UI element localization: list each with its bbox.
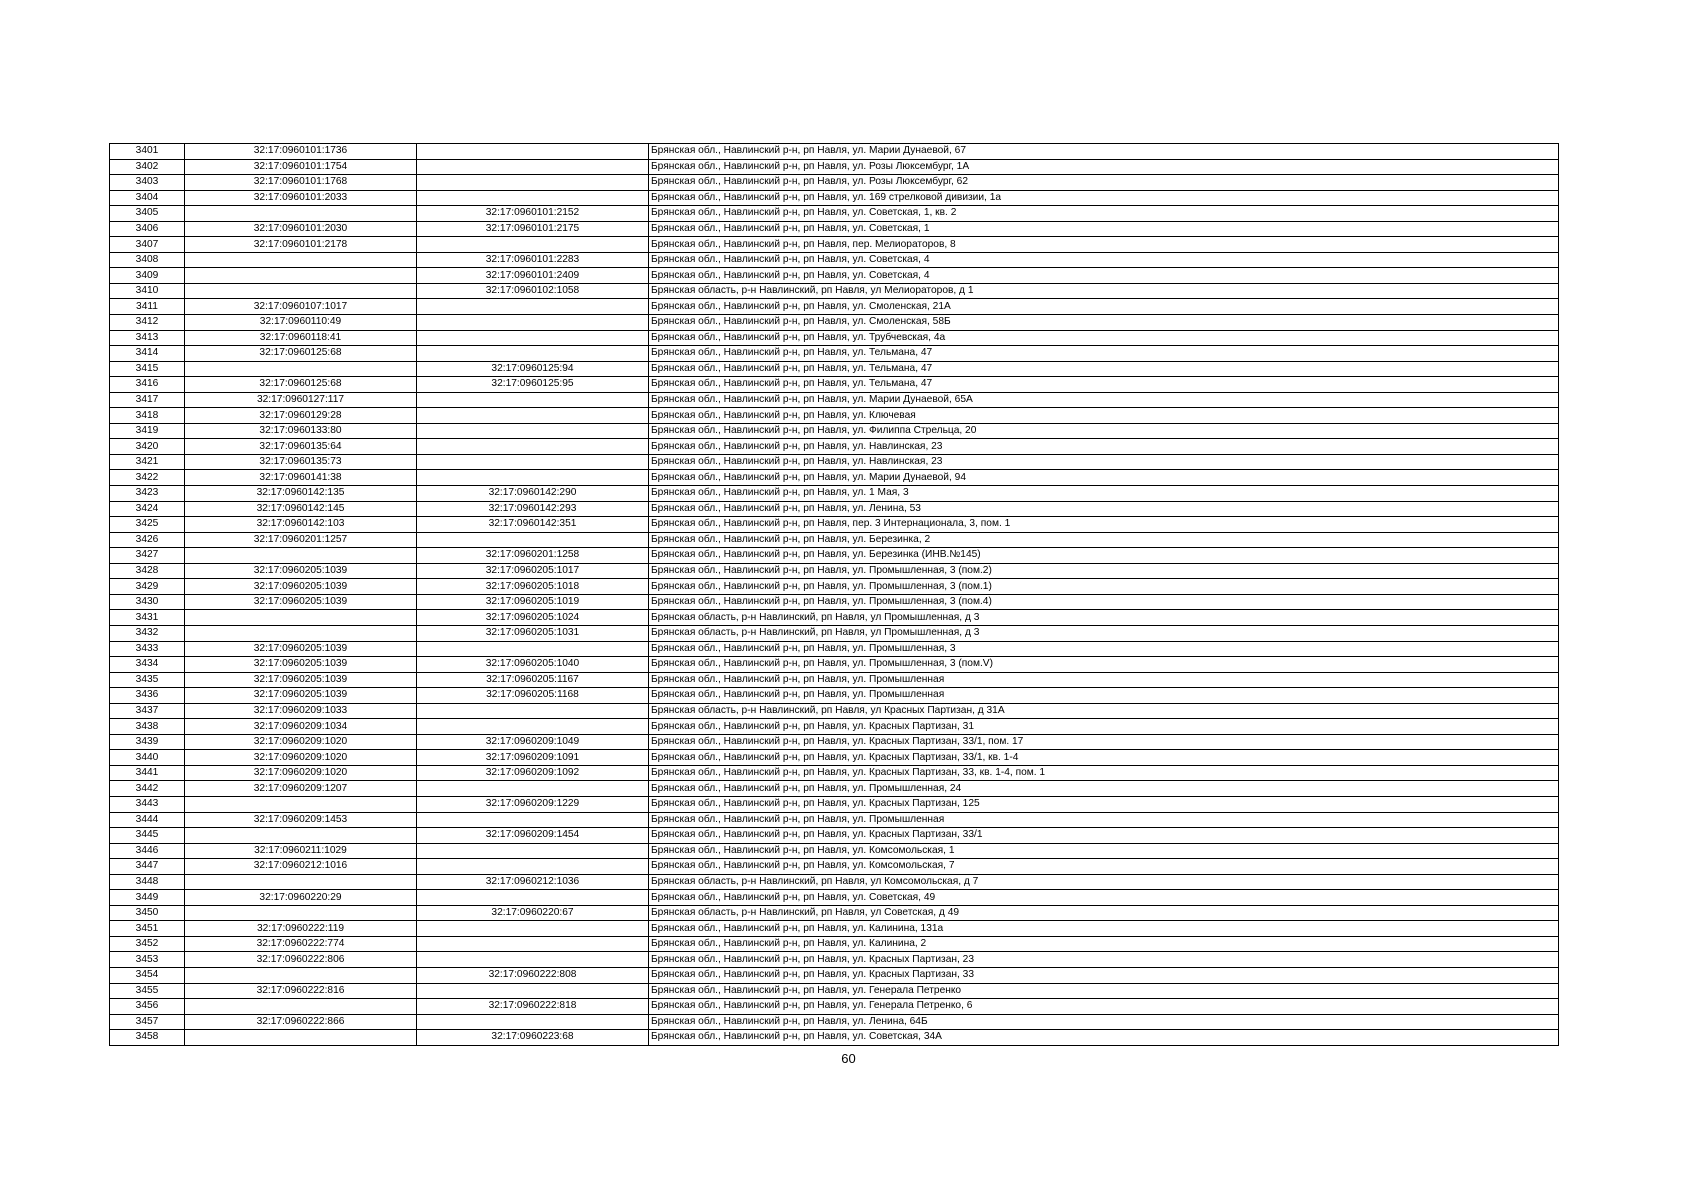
table-row [110,221,1559,237]
row-number-cell: 3424 [110,501,185,517]
cadastral-number-cell: 32:17:0960110:49 [185,315,417,331]
cadastral-number-cell: 32:17:0960135:64 [185,439,417,455]
table-row [110,299,1559,315]
table-row [110,501,1559,517]
object-cadastral-number-cell [417,890,649,906]
address-cell: Брянская обл., Навлинский р-н, рп Навля, ул. Промышленная, 3 (пом.4) [649,594,1559,610]
object-cadastral-number-cell: 32:17:0960209:1092 [417,765,649,781]
row-number-cell: 3448 [110,874,185,890]
table-row [110,283,1559,299]
address-cell: Брянская обл., Навлинский р-н, рп Навля, ул. Генерала Петренко, 6 [649,999,1559,1015]
row-number-cell: 3405 [110,206,185,222]
table-row [110,657,1559,673]
table-row [110,1014,1559,1030]
registry-table-body [110,144,1559,1046]
object-cadastral-number-cell: 32:17:0960209:1229 [417,796,649,812]
object-cadastral-number-cell: 32:17:0960101:2409 [417,268,649,284]
cadastral-number-cell [185,252,417,268]
cadastral-number-cell: 32:17:0960125:68 [185,346,417,362]
row-number-cell: 3408 [110,252,185,268]
cadastral-number-cell [185,283,417,299]
object-cadastral-number-cell [417,470,649,486]
address-cell: Брянская обл., Навлинский р-н, рп Навля, ул. Промышленная [649,672,1559,688]
object-cadastral-number-cell: 32:17:0960101:2283 [417,252,649,268]
table-row [110,252,1559,268]
address-cell: Брянская обл., Навлинский р-н, рп Навля, ул. Красных Партизан, 125 [649,796,1559,812]
object-cadastral-number-cell: 32:17:0960205:1019 [417,594,649,610]
row-number-cell: 3439 [110,734,185,750]
address-cell: Брянская обл., Навлинский р-н, рп Навля, ул. Калинина, 2 [649,936,1559,952]
row-number-cell: 3427 [110,548,185,564]
address-cell: Брянская обл., Навлинский р-н, рп Навля, ул. Навлинская, 23 [649,454,1559,470]
row-number-cell: 3431 [110,610,185,626]
object-cadastral-number-cell [417,921,649,937]
object-cadastral-number-cell: 32:17:0960201:1258 [417,548,649,564]
address-cell: Брянская обл., Навлинский р-н, рп Навля, ул. Промышленная [649,812,1559,828]
table-row [110,921,1559,937]
row-number-cell: 3442 [110,781,185,797]
cadastral-number-cell [185,206,417,222]
object-cadastral-number-cell: 32:17:0960209:1454 [417,828,649,844]
registry-table [109,143,1559,1046]
cadastral-number-cell: 32:17:0960222:806 [185,952,417,968]
object-cadastral-number-cell [417,408,649,424]
object-cadastral-number-cell [417,144,649,160]
table-row [110,330,1559,346]
table-row [110,454,1559,470]
cadastral-number-cell: 32:17:0960101:2033 [185,190,417,206]
row-number-cell: 3419 [110,423,185,439]
row-number-cell: 3417 [110,392,185,408]
row-number-cell: 3449 [110,890,185,906]
table-row [110,765,1559,781]
address-cell: Брянская обл., Навлинский р-н, рп Навля, ул. Промышленная [649,688,1559,704]
address-cell: Брянская область, р-н Навлинский, рп Навля, ул Промышленная, д 3 [649,610,1559,626]
row-number-cell: 3458 [110,1030,185,1046]
object-cadastral-number-cell [417,190,649,206]
address-cell: Брянская обл., Навлинский р-н, рп Навля, ул. Марии Дунаевой, 65А [649,392,1559,408]
address-cell: Брянская обл., Навлинский р-н, рп Навля, ул. Березинка (ИНВ.№145) [649,548,1559,564]
cadastral-number-cell: 32:17:0960209:1453 [185,812,417,828]
object-cadastral-number-cell [417,454,649,470]
object-cadastral-number-cell: 32:17:0960125:94 [417,361,649,377]
address-cell: Брянская обл., Навлинский р-н, рп Навля, ул. Красных Партизан, 33/1, пом. 17 [649,734,1559,750]
object-cadastral-number-cell [417,159,649,175]
table-row [110,703,1559,719]
row-number-cell: 3413 [110,330,185,346]
cadastral-number-cell: 32:17:0960101:1768 [185,175,417,191]
row-number-cell: 3450 [110,905,185,921]
row-number-cell: 3409 [110,268,185,284]
cadastral-number-cell [185,967,417,983]
cadastral-number-cell: 32:17:0960209:1020 [185,750,417,766]
row-number-cell: 3451 [110,921,185,937]
cadastral-number-cell: 32:17:0960211:1029 [185,843,417,859]
object-cadastral-number-cell [417,859,649,875]
cadastral-number-cell [185,999,417,1015]
cadastral-number-cell: 32:17:0960127:117 [185,392,417,408]
row-number-cell: 3429 [110,579,185,595]
address-cell: Брянская обл., Навлинский р-н, рп Навля, ул. Промышленная, 24 [649,781,1559,797]
cadastral-number-cell: 32:17:0960101:1736 [185,144,417,160]
address-cell: Брянская область, р-н Навлинский, рп Навля, ул Комсомольская, д 7 [649,874,1559,890]
row-number-cell: 3415 [110,361,185,377]
object-cadastral-number-cell [417,175,649,191]
row-number-cell: 3453 [110,952,185,968]
row-number-cell: 3414 [110,346,185,362]
cadastral-number-cell: 32:17:0960205:1039 [185,688,417,704]
cadastral-number-cell [185,905,417,921]
table-row [110,517,1559,533]
cadastral-number-cell [185,548,417,564]
object-cadastral-number-cell [417,1014,649,1030]
row-number-cell: 3423 [110,486,185,502]
row-number-cell: 3438 [110,719,185,735]
row-number-cell: 3444 [110,812,185,828]
cadastral-number-cell [185,1030,417,1046]
address-cell: Брянская обл., Навлинский р-н, рп Навля, ул. Розы Люксембург, 1А [649,159,1559,175]
table-row [110,952,1559,968]
address-cell: Брянская обл., Навлинский р-н, рп Навля, ул. Генерала Петренко [649,983,1559,999]
object-cadastral-number-cell: 32:17:0960101:2175 [417,221,649,237]
table-row [110,175,1559,191]
object-cadastral-number-cell: 32:17:0960209:1049 [417,734,649,750]
table-row [110,579,1559,595]
row-number-cell: 3428 [110,563,185,579]
row-number-cell: 3407 [110,237,185,253]
cadastral-number-cell: 32:17:0960205:1039 [185,657,417,673]
cadastral-number-cell: 32:17:0960142:145 [185,501,417,517]
address-cell: Брянская обл., Навлинский р-н, рп Навля, ул. Калинина, 131а [649,921,1559,937]
row-number-cell: 3421 [110,454,185,470]
row-number-cell: 3435 [110,672,185,688]
address-cell: Брянская обл., Навлинский р-н, рп Навля, ул. Комсомольская, 1 [649,843,1559,859]
object-cadastral-number-cell [417,936,649,952]
cadastral-number-cell: 32:17:0960118:41 [185,330,417,346]
object-cadastral-number-cell: 32:17:0960205:1024 [417,610,649,626]
address-cell: Брянская обл., Навлинский р-н, рп Навля, ул. Красных Партизан, 23 [649,952,1559,968]
address-cell: Брянская обл., Навлинский р-н, рп Навля, ул. Смоленская, 21А [649,299,1559,315]
cadastral-number-cell: 32:17:0960205:1039 [185,672,417,688]
table-row [110,594,1559,610]
object-cadastral-number-cell [417,843,649,859]
object-cadastral-number-cell [417,237,649,253]
table-row [110,905,1559,921]
address-cell: Брянская обл., Навлинский р-н, рп Навля, ул. Красных Партизан, 33 [649,967,1559,983]
page-number: 60 [841,1051,856,1066]
table-row [110,859,1559,875]
object-cadastral-number-cell: 32:17:0960205:1031 [417,625,649,641]
cadastral-number-cell: 32:17:0960209:1020 [185,765,417,781]
cadastral-number-cell: 32:17:0960142:135 [185,486,417,502]
address-cell: Брянская обл., Навлинский р-н, рп Навля, пер. Мелиораторов, 8 [649,237,1559,253]
table-row [110,237,1559,253]
row-number-cell: 3422 [110,470,185,486]
address-cell: Брянская обл., Навлинский р-н, рп Навля, ул. Березинка, 2 [649,532,1559,548]
table-row [110,781,1559,797]
address-cell: Брянская обл., Навлинский р-н, рп Навля, ул. Красных Партизан, 31 [649,719,1559,735]
table-row [110,812,1559,828]
table-row [110,563,1559,579]
table-row [110,734,1559,750]
cadastral-number-cell [185,796,417,812]
table-row [110,967,1559,983]
object-cadastral-number-cell [417,330,649,346]
cadastral-number-cell: 32:17:0960205:1039 [185,563,417,579]
table-row [110,470,1559,486]
address-cell: Брянская обл., Навлинский р-н, рп Навля, ул. Тельмана, 47 [649,377,1559,393]
row-number-cell: 3445 [110,828,185,844]
object-cadastral-number-cell: 32:17:0960223:68 [417,1030,649,1046]
address-cell: Брянская обл., Навлинский р-н, рп Навля, ул. Ленина, 53 [649,501,1559,517]
object-cadastral-number-cell: 32:17:0960125:95 [417,377,649,393]
row-number-cell: 3457 [110,1014,185,1030]
address-cell: Брянская обл., Навлинский р-н, рп Навля, ул. Филиппа Стрельца, 20 [649,423,1559,439]
cadastral-number-cell: 32:17:0960101:1754 [185,159,417,175]
object-cadastral-number-cell: 32:17:0960222:818 [417,999,649,1015]
address-cell: Брянская область, р-н Навлинский, рп Навля, ул Красных Партизан, д 31А [649,703,1559,719]
table-row [110,999,1559,1015]
row-number-cell: 3443 [110,796,185,812]
table-row [110,532,1559,548]
object-cadastral-number-cell: 32:17:0960205:1040 [417,657,649,673]
cadastral-number-cell: 32:17:0960222:816 [185,983,417,999]
address-cell: Брянская обл., Навлинский р-н, рп Навля, ул. Красных Партизан, 33/1 [649,828,1559,844]
object-cadastral-number-cell [417,641,649,657]
row-number-cell: 3452 [110,936,185,952]
cadastral-number-cell: 32:17:0960222:866 [185,1014,417,1030]
object-cadastral-number-cell: 32:17:0960222:808 [417,967,649,983]
object-cadastral-number-cell [417,315,649,331]
object-cadastral-number-cell [417,392,649,408]
address-cell: Брянская область, р-н Навлинский, рп Навля, ул Советская, д 49 [649,905,1559,921]
cadastral-number-cell [185,874,417,890]
object-cadastral-number-cell: 32:17:0960142:293 [417,501,649,517]
address-cell: Брянская обл., Навлинский р-н, рп Навля, ул. Советская, 34А [649,1030,1559,1046]
row-number-cell: 3433 [110,641,185,657]
table-row [110,408,1559,424]
cadastral-number-cell: 32:17:0960142:103 [185,517,417,533]
address-cell: Брянская обл., Навлинский р-н, рп Навля, ул. Промышленная, 3 [649,641,1559,657]
cadastral-number-cell: 32:17:0960209:1034 [185,719,417,735]
address-cell: Брянская обл., Навлинский р-н, рп Навля, ул. Марии Дунаевой, 94 [649,470,1559,486]
table-row [110,983,1559,999]
object-cadastral-number-cell [417,439,649,455]
cadastral-number-cell: 32:17:0960101:2178 [185,237,417,253]
table-row [110,874,1559,890]
table-row [110,159,1559,175]
table-row [110,206,1559,222]
address-cell: Брянская обл., Навлинский р-н, рп Навля, ул. Промышленная, 3 (пом.2) [649,563,1559,579]
row-number-cell: 3401 [110,144,185,160]
object-cadastral-number-cell: 32:17:0960101:2152 [417,206,649,222]
address-cell: Брянская обл., Навлинский р-н, рп Навля, ул. Красных Партизан, 33, кв. 1-4, пом. 1 [649,765,1559,781]
cadastral-number-cell: 32:17:0960135:73 [185,454,417,470]
table-row [110,190,1559,206]
address-cell: Брянская обл., Навлинский р-н, рп Навля, ул. Промышленная, 3 (пом.V) [649,657,1559,673]
row-number-cell: 3426 [110,532,185,548]
table-row [110,672,1559,688]
table-row [110,625,1559,641]
address-cell: Брянская обл., Навлинский р-н, рп Навля, ул. Марии Дунаевой, 67 [649,144,1559,160]
object-cadastral-number-cell [417,983,649,999]
cadastral-number-cell: 32:17:0960222:119 [185,921,417,937]
cadastral-number-cell: 32:17:0960209:1020 [185,734,417,750]
object-cadastral-number-cell [417,423,649,439]
table-row [110,936,1559,952]
object-cadastral-number-cell: 32:17:0960205:1018 [417,579,649,595]
table-row [110,423,1559,439]
object-cadastral-number-cell: 32:17:0960209:1091 [417,750,649,766]
table-row [110,486,1559,502]
row-number-cell: 3436 [110,688,185,704]
row-number-cell: 3403 [110,175,185,191]
address-cell: Брянская обл., Навлинский р-н, рп Навля, ул. Советская, 1 [649,221,1559,237]
row-number-cell: 3420 [110,439,185,455]
table-row [110,890,1559,906]
address-cell: Брянская обл., Навлинский р-н, рп Навля, пер. 3 Интернационала, 3, пом. 1 [649,517,1559,533]
cadastral-number-cell: 32:17:0960205:1039 [185,641,417,657]
table-row [110,719,1559,735]
row-number-cell: 3430 [110,594,185,610]
object-cadastral-number-cell [417,719,649,735]
object-cadastral-number-cell [417,781,649,797]
table-row [110,750,1559,766]
cadastral-number-cell: 32:17:0960222:774 [185,936,417,952]
address-cell: Брянская обл., Навлинский р-н, рп Навля, ул. Советская, 4 [649,252,1559,268]
cadastral-number-cell: 32:17:0960201:1257 [185,532,417,548]
table-row [110,548,1559,564]
table-row [110,315,1559,331]
table-row [110,361,1559,377]
address-cell: Брянская обл., Навлинский р-н, рп Навля, ул. Тельмана, 47 [649,346,1559,362]
object-cadastral-number-cell: 32:17:0960102:1058 [417,283,649,299]
row-number-cell: 3410 [110,283,185,299]
row-number-cell: 3432 [110,625,185,641]
table-row [110,610,1559,626]
table-row [110,828,1559,844]
object-cadastral-number-cell: 32:17:0960220:67 [417,905,649,921]
table-row [110,439,1559,455]
object-cadastral-number-cell: 32:17:0960205:1167 [417,672,649,688]
row-number-cell: 3440 [110,750,185,766]
row-number-cell: 3412 [110,315,185,331]
table-row [110,392,1559,408]
row-number-cell: 3411 [110,299,185,315]
cadastral-number-cell: 32:17:0960209:1033 [185,703,417,719]
object-cadastral-number-cell [417,346,649,362]
cadastral-number-cell [185,268,417,284]
cadastral-number-cell: 32:17:0960220:29 [185,890,417,906]
cadastral-number-cell: 32:17:0960133:80 [185,423,417,439]
address-cell: Брянская область, р-н Навлинский, рп Навля, ул Промышленная, д 3 [649,625,1559,641]
address-cell: Брянская обл., Навлинский р-н, рп Навля, ул. Промышленная, 3 (пом.1) [649,579,1559,595]
table-row [110,268,1559,284]
cadastral-number-cell [185,625,417,641]
cadastral-number-cell [185,361,417,377]
row-number-cell: 3406 [110,221,185,237]
table-row [110,796,1559,812]
address-cell: Брянская обл., Навлинский р-н, рп Навля, ул. Красных Партизан, 33/1, кв. 1-4 [649,750,1559,766]
cadastral-number-cell [185,610,417,626]
object-cadastral-number-cell [417,952,649,968]
row-number-cell: 3454 [110,967,185,983]
row-number-cell: 3437 [110,703,185,719]
object-cadastral-number-cell: 32:17:0960142:351 [417,517,649,533]
address-cell: Брянская обл., Навлинский р-н, рп Навля, ул. Смоленская, 58Б [649,315,1559,331]
address-cell: Брянская обл., Навлинский р-н, рп Навля, ул. 169 стрелковой дивизии, 1а [649,190,1559,206]
address-cell: Брянская обл., Навлинский р-н, рп Навля, ул. Ленина, 64Б [649,1014,1559,1030]
row-number-cell: 3416 [110,377,185,393]
object-cadastral-number-cell: 32:17:0960205:1017 [417,563,649,579]
row-number-cell: 3441 [110,765,185,781]
table-row [110,377,1559,393]
cadastral-number-cell: 32:17:0960205:1039 [185,579,417,595]
cadastral-number-cell: 32:17:0960209:1207 [185,781,417,797]
row-number-cell: 3418 [110,408,185,424]
row-number-cell: 3455 [110,983,185,999]
address-cell: Брянская обл., Навлинский р-н, рп Навля, ул. Тельмана, 47 [649,361,1559,377]
object-cadastral-number-cell [417,532,649,548]
table-row [110,641,1559,657]
cadastral-number-cell [185,828,417,844]
cadastral-number-cell: 32:17:0960205:1039 [185,594,417,610]
object-cadastral-number-cell: 32:17:0960205:1168 [417,688,649,704]
table-row [110,346,1559,362]
cadastral-number-cell: 32:17:0960125:68 [185,377,417,393]
address-cell: Брянская обл., Навлинский р-н, рп Навля, ул. 1 Мая, 3 [649,486,1559,502]
cadastral-number-cell: 32:17:0960129:28 [185,408,417,424]
table-row [110,144,1559,160]
object-cadastral-number-cell: 32:17:0960212:1036 [417,874,649,890]
row-number-cell: 3447 [110,859,185,875]
address-cell: Брянская область, р-н Навлинский, рп Навля, ул Мелиораторов, д 1 [649,283,1559,299]
object-cadastral-number-cell [417,299,649,315]
row-number-cell: 3404 [110,190,185,206]
table-row [110,688,1559,704]
row-number-cell: 3425 [110,517,185,533]
address-cell: Брянская обл., Навлинский р-н, рп Навля, ул. Советская, 49 [649,890,1559,906]
table-row [110,843,1559,859]
object-cadastral-number-cell [417,703,649,719]
row-number-cell: 3402 [110,159,185,175]
address-cell: Брянская обл., Навлинский р-н, рп Навля, ул. Навлинская, 23 [649,439,1559,455]
cadastral-number-cell: 32:17:0960212:1016 [185,859,417,875]
object-cadastral-number-cell [417,812,649,828]
object-cadastral-number-cell: 32:17:0960142:290 [417,486,649,502]
row-number-cell: 3456 [110,999,185,1015]
address-cell: Брянская обл., Навлинский р-н, рп Навля, ул. Советская, 4 [649,268,1559,284]
address-cell: Брянская обл., Навлинский р-н, рп Навля, ул. Розы Люксембург, 62 [649,175,1559,191]
cadastral-number-cell: 32:17:0960107:1017 [185,299,417,315]
address-cell: Брянская обл., Навлинский р-н, рп Навля, ул. Трубчевская, 4а [649,330,1559,346]
cadastral-number-cell: 32:17:0960141:38 [185,470,417,486]
table-row [110,1030,1559,1046]
cadastral-number-cell: 32:17:0960101:2030 [185,221,417,237]
row-number-cell: 3434 [110,657,185,673]
address-cell: Брянская обл., Навлинский р-н, рп Навля, ул. Комсомольская, 7 [649,859,1559,875]
row-number-cell: 3446 [110,843,185,859]
address-cell: Брянская обл., Навлинский р-н, рп Навля, ул. Ключевая [649,408,1559,424]
address-cell: Брянская обл., Навлинский р-н, рп Навля, ул. Советская, 1, кв. 2 [649,206,1559,222]
document-page [109,143,1558,1046]
